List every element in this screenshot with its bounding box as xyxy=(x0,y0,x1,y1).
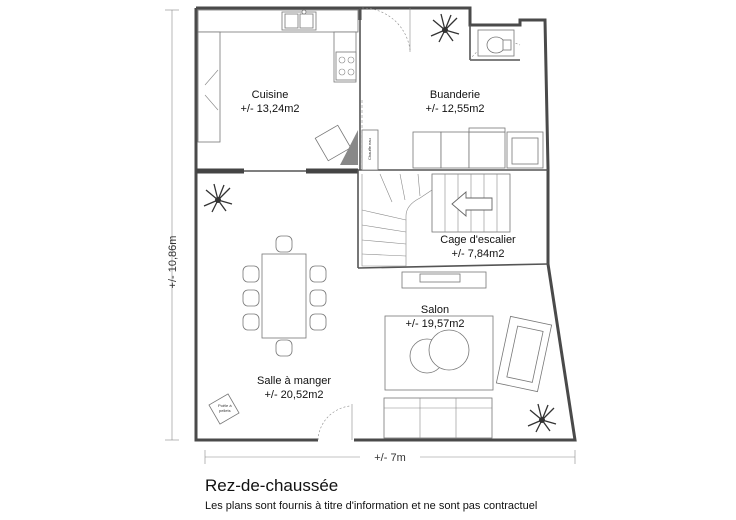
water-heater xyxy=(362,130,378,170)
height-dimension xyxy=(165,10,179,440)
width-dimension xyxy=(205,450,575,464)
room-name: Cuisine xyxy=(251,89,289,101)
disclaimer-note: Les plans sont fournis à titre d'information et ne sont pas contractuel xyxy=(205,500,538,512)
dining-table xyxy=(243,236,326,356)
room-area: +/- 12,55m2 xyxy=(425,103,485,115)
armchair xyxy=(496,316,551,391)
room-label-cuisine xyxy=(240,89,299,115)
room-name: Buanderie xyxy=(429,89,481,101)
water-heater-label: Chauffe eau xyxy=(367,138,372,160)
plant-icon xyxy=(528,404,556,432)
room-name: Cage d'escalier xyxy=(440,234,516,246)
fireplace xyxy=(402,272,486,288)
fridge-icon xyxy=(315,125,358,165)
kitchen-counter xyxy=(198,10,358,142)
room-area: +/- 7,84m2 xyxy=(451,248,505,260)
pellet-stove-icon xyxy=(209,394,239,424)
room-label-salle xyxy=(257,375,331,401)
stove-icon xyxy=(336,52,356,80)
room-name: Salon xyxy=(420,304,450,316)
room-area: +/- 19,57m2 xyxy=(405,318,465,330)
height-dimension-label: +/- 10,86m xyxy=(167,235,179,289)
plant-icon xyxy=(204,184,232,212)
pellet-stove-label-2: pellets xyxy=(219,408,231,413)
room-area: +/- 13,24m2 xyxy=(240,103,300,115)
sofa xyxy=(384,398,492,438)
toilet-icon xyxy=(478,30,514,56)
room-area: +/- 20,52m2 xyxy=(264,389,324,401)
laundry-cabinets xyxy=(413,128,543,168)
width-dimension-label: +/- 7m xyxy=(374,452,406,464)
room-label-cage xyxy=(440,234,516,260)
plant-icon xyxy=(431,14,459,42)
plan-title: Rez-de-chaussée xyxy=(205,476,339,495)
room-label-buanderie xyxy=(425,89,484,115)
room-name: Salle à manger xyxy=(257,375,331,387)
pellet-stove-label-1: Poêle à xyxy=(218,403,232,408)
